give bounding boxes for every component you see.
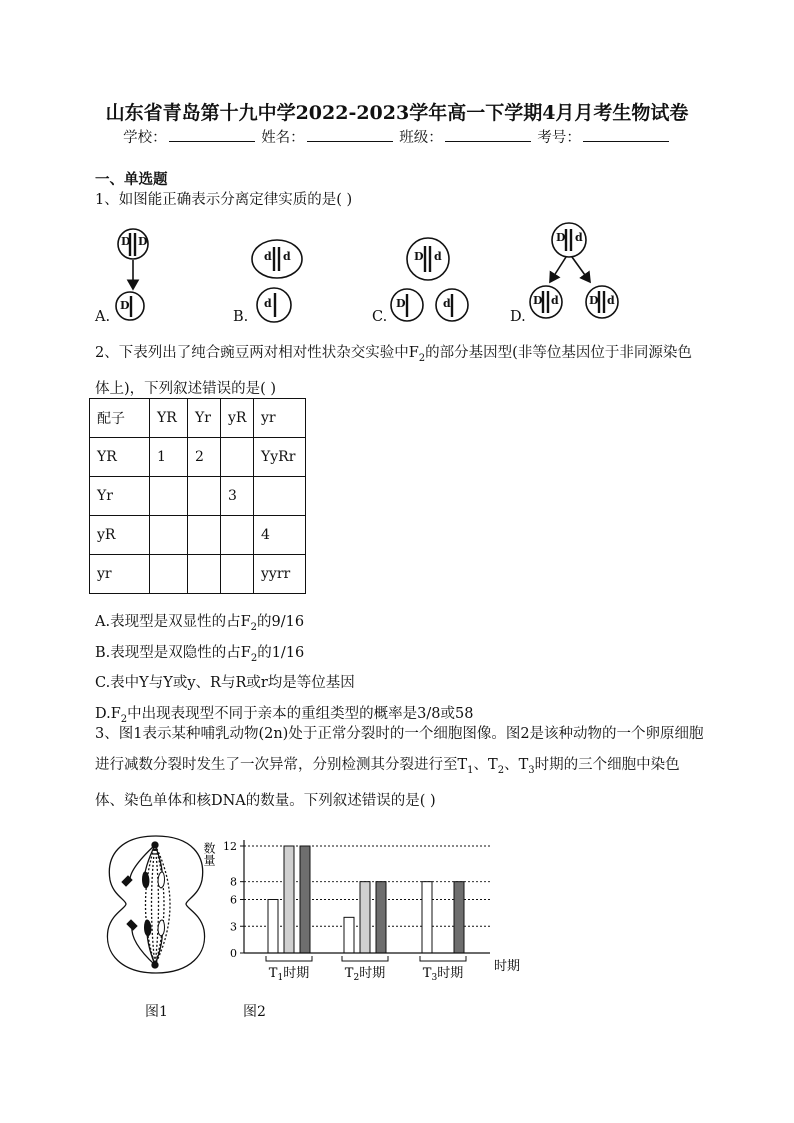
q2-stem-part2: 的部分基因型(非等位基因位于非同源染色体上)，下列叙述错误的是( ) [95, 345, 692, 397]
q3-sep-1: 、T [473, 757, 498, 773]
table-header-cell: yr [254, 399, 306, 438]
q1-b-top-left-allele: d [264, 250, 272, 263]
q3-sub-3: 3 [528, 764, 535, 776]
q1-b-bottom-allele: d [264, 297, 272, 310]
bar [344, 917, 354, 953]
bar [360, 882, 370, 953]
class-label: 班级： [399, 130, 443, 146]
table-header-cell: YR [150, 399, 188, 438]
q2-option-a-sub: 2 [250, 621, 258, 633]
x-axis-label: 时期 [494, 959, 521, 974]
q3-sub-1: 1 [467, 764, 474, 776]
category-bracket [420, 956, 466, 961]
q2-option-d-text-end: 中出现表现型不同于亲本的重组类型的概率是3/8或58 [127, 706, 474, 722]
question-2-stem [95, 338, 700, 405]
bar [454, 882, 464, 953]
q1-d-top-left-allele: D [556, 231, 566, 244]
bar [284, 846, 294, 953]
q1-d-left-allele-2: d [551, 294, 559, 307]
school-label: 学校： [123, 130, 167, 146]
table-cell: Yr [90, 477, 150, 516]
bar [422, 882, 432, 953]
bar [376, 882, 386, 953]
table-cell: yR [90, 516, 150, 555]
y-tick-label: 3 [230, 920, 237, 934]
x-tick-label: $T_3$时期 [422, 966, 464, 983]
q1-option-c-letter[interactable]: C. [372, 309, 388, 325]
q3-stem-part1: 3、图1表示某种哺乳动物(2n)处于正常分裂时的一个细胞图像。图2是该种动物的一个卵原细胞进行减数分裂时发生了一次异常，分别检测其分裂进行至T [95, 726, 704, 773]
category-bracket [342, 956, 388, 961]
q2-stem-sub: 2 [418, 352, 426, 364]
table-cell: YyRr [254, 438, 306, 477]
q1-figure-d [530, 223, 618, 318]
table-cell [221, 438, 254, 477]
chart-categories [266, 956, 466, 983]
q1-figures [0, 0, 794, 340]
q1-c-right-allele: d [443, 297, 451, 310]
section-heading: 一、单选题 [95, 171, 168, 188]
table-row [90, 438, 306, 477]
table-cell [221, 516, 254, 555]
q1-c-left-allele: D [396, 297, 406, 310]
table-cell [254, 477, 306, 516]
q2-option-b-text-end: 的1/16 [257, 645, 305, 661]
y-tick-label: 6 [230, 893, 237, 907]
table-header-cell: Yr [188, 399, 221, 438]
table-cell: 1 [150, 438, 188, 477]
q2-option-b-text: B.表现型是双隐性的占F [95, 645, 251, 661]
q1-option-b-letter[interactable]: B. [233, 309, 249, 325]
table-cell: yr [90, 555, 150, 594]
table-cell: 4 [254, 516, 306, 555]
q1-c-top-left-allele: D [414, 250, 424, 263]
table-row [90, 555, 306, 594]
q2-option-a[interactable] [95, 610, 304, 633]
category-bracket [266, 956, 312, 961]
q3-sub-2: 2 [497, 764, 505, 776]
q1-d-right-allele-2: d [607, 294, 615, 307]
figure-2-bar-chart [200, 828, 530, 993]
table-header-cell: 配子 [90, 399, 150, 438]
gamete-table [89, 398, 306, 594]
table-cell [221, 555, 254, 594]
q1-d-left-allele-1: D [533, 294, 543, 307]
y-tick-label: 8 [230, 875, 237, 889]
q2-option-a-text-end: 的9/16 [257, 614, 305, 630]
y-axis-label: 数量 [202, 842, 216, 866]
q3-sep-2: 、T [504, 757, 529, 773]
table-cell [188, 555, 221, 594]
table-header-cell: yR [221, 399, 254, 438]
q3-stem-part2: 时期的三个细胞中染色体、染色单体和核DNA的数量。下列叙述错误的是( ) [95, 757, 680, 809]
chart-ticks [223, 840, 244, 960]
q2-option-b-sub: 2 [250, 652, 258, 664]
q2-option-d-sub: 2 [120, 713, 128, 725]
q2-option-d-text: D.F [95, 706, 121, 722]
x-tick-label: $T_2$时期 [344, 966, 386, 983]
table-cell [150, 516, 188, 555]
name-label: 姓名： [261, 130, 305, 146]
y-tick-label: 0 [230, 947, 237, 960]
q1-option-d-letter[interactable]: D. [510, 309, 526, 325]
question-3-stem [95, 719, 705, 817]
q2-option-a-text: A.表现型是双显性的占F [95, 614, 251, 630]
q1-c-top-right-allele: d [434, 250, 442, 263]
q1-a-bottom-allele: D [120, 299, 130, 312]
q1-option-a-letter[interactable]: A. [95, 309, 111, 325]
q1-d-right-allele-1: D [589, 294, 599, 307]
bar [268, 900, 278, 954]
q2-stem-part1: 2、下表列出了纯合豌豆两对相对性状杂交实验中F [95, 345, 419, 361]
q1-a-top-right-allele: D [138, 235, 148, 248]
table-cell: YR [90, 438, 150, 477]
table-cell [150, 477, 188, 516]
q1-b-top-right-allele: d [283, 250, 291, 263]
table-row [90, 516, 306, 555]
q2-option-c[interactable]: C.表中Y与Y或y、R与R或r均是等位基因 [95, 675, 355, 691]
q1-d-top-right-allele: d [575, 231, 583, 244]
x-tick-label: $T_1$时期 [268, 966, 310, 983]
table-cell [188, 516, 221, 555]
q2-option-b[interactable] [95, 641, 304, 664]
table-cell: 2 [188, 438, 221, 477]
bar [300, 846, 310, 953]
table-cell [150, 555, 188, 594]
figure-2-caption: 图2 [243, 1004, 266, 1020]
q1-a-top-left-allele: D [121, 235, 131, 248]
number-label: 考号： [537, 130, 581, 146]
table-header-row [90, 399, 306, 438]
page-title: 山东省青岛第十九中学2022-2023学年高一下学期4月月考生物试卷 [105, 102, 689, 124]
table-cell [188, 477, 221, 516]
figure-1-caption: 图1 [145, 1004, 168, 1020]
table-cell: yyrr [254, 555, 306, 594]
y-tick-label: 12 [223, 840, 237, 853]
q1-figure-b [252, 240, 302, 322]
table-row [90, 477, 306, 516]
question-1-stem: 1、如图能正确表示分离定律实质的是( ) [95, 192, 353, 208]
table-cell: 3 [221, 477, 254, 516]
